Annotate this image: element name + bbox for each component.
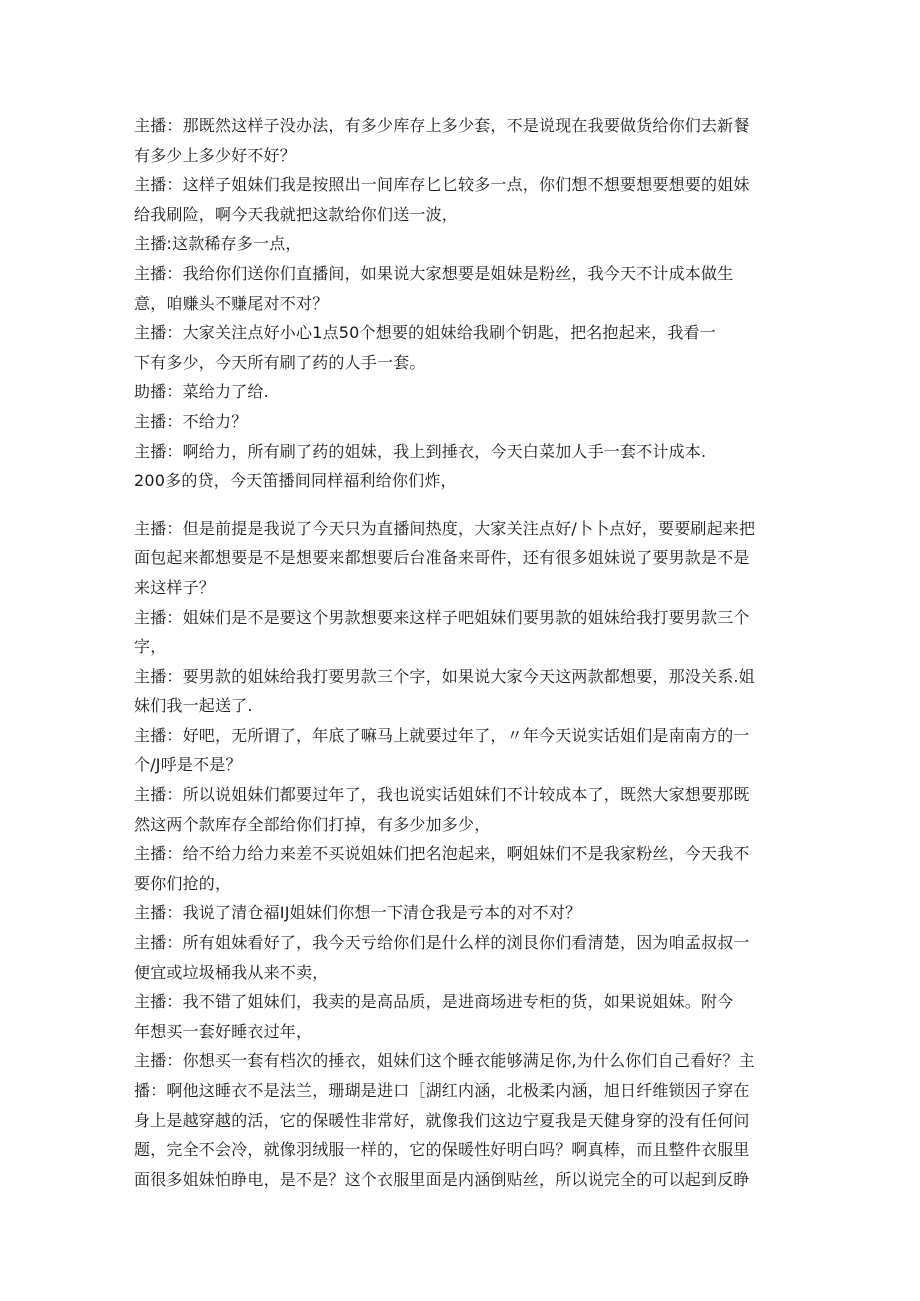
transcript-line: 主播：给不给力给力来差不买说姐妹们把名泡起来，啊姐妹们不是我家粉丝，今天我不	[134, 844, 750, 864]
transcript-line: 便宜或垃圾桶我从来不卖，	[134, 962, 329, 982]
transcript-line: 然这两个款库存全部给你们打掉，有多少加多少，	[134, 814, 491, 834]
transcript-line: 给我刷险，啊今天我就把这款给你们送一波，	[134, 204, 459, 224]
transcript-line: 妹们我一起送了.	[134, 696, 253, 716]
transcript-line: 来这样子？	[134, 577, 216, 597]
transcript-line: 主播：要男款的姐妹给我打要男款三个字，如果说大家今天这两款都想要，那没关系.姐	[134, 666, 755, 686]
transcript-line: 有多少上多少好不好？	[134, 145, 297, 165]
transcript-line: 主播:这款稀存多一点，	[134, 234, 302, 254]
transcript-line: 助播：菜给力了给.	[134, 382, 269, 402]
transcript-line: 主播：所有姐妹看好了，我今天亏给你们是什么样的浏艮你们看清楚，因为咱孟叔叔一	[134, 933, 750, 953]
transcript-line: 主播：那既然这样子没办法，有多少库存上多少套，不是说现在我要做货给你们去新餐	[134, 116, 750, 135]
transcript-line: 年想买一套好睡衣过年，	[134, 1021, 313, 1041]
transcript-line: 主播：这样子姐妹们我是按照出一间库存匕匕较多一点，你们想不想要想要想要的姐妹	[134, 175, 750, 195]
transcript-line: 意，咱赚头不赚尾对不对？	[134, 293, 329, 313]
transcript-line: 下有多少，今天所有刷了药的人手一套。	[134, 352, 426, 372]
transcript-line: 主播：我给你们送你们直播间，如果说大家想要是姐妹是粉丝，我今天不计成本做生	[134, 263, 734, 283]
paragraph-gap	[134, 496, 794, 514]
transcript-line: 主播：大家关注点好小心1点50个想要的姐妹给我刷个钥匙，把名抱起来，我看一	[134, 323, 716, 343]
transcript-body	[134, 111, 794, 1194]
transcript-line: 题，完全不会冷，就像羽绒服一样的，它的保暖性好明白吗？啊真棒，而且整件衣服里	[134, 1140, 750, 1160]
transcript-line: 主播：所以说姐妹们都要过年了，我也说实话姐妹们不计较成本了，既然大家想要那既	[134, 785, 750, 805]
transcript-line: 主播：我说了清仓福IJ姐妹们你想一下清仓我是亏本的对不对？	[134, 903, 582, 923]
transcript-line: 200多的贷，今天笛播间同样福利给你们炸，	[134, 471, 457, 491]
transcript-line: 主播：不给力？	[134, 411, 248, 431]
transcript-line: 主播：但是前提是我说了今天只为直播间热度，大家关注点好/卜卜点好，要要刷起来把	[134, 518, 756, 538]
transcript-line: 主播：好吧，无所谓了，年底了嘛马上就要过年了，〃年今天说实话姐们是南南方的一	[134, 725, 750, 745]
transcript-line: 身上是越穿越的活，它的保暖性非常好，就像我们这边宁夏我是天健身穿的没有任何问	[134, 1110, 750, 1130]
transcript-line: 播：啊他这睡衣不是法兰，珊瑚是进口［湖红内涵，北极柔内涵，旭日纤维锁因子穿在	[134, 1081, 750, 1100]
transcript-line: 个/J呼是不是？	[134, 755, 242, 775]
transcript-line: 主播：你想买一套有档次的捶衣，姐妹们这个睡衣能够满足你,为什么你们自己看好？主	[134, 1051, 755, 1071]
transcript-line: 主播：姐妹们是不是要这个男款想要来这样子吧姐妹们要男款的姐妹给我打要男款三个	[134, 607, 750, 627]
transcript-line: 面很多姐妹怕睁电，是不是？这个衣服里面是内涵倒贴丝，所以说完全的可以起到反睁	[134, 1169, 750, 1189]
transcript-line: 字，	[134, 637, 167, 657]
transcript-line: 主播：我不错了姐妹们，我卖的是高品质，是进商场进专柜的货，如果说姐妹。附今	[134, 992, 734, 1012]
transcript-line: 要你们抢的，	[134, 873, 232, 893]
transcript-line: 面包起来都想要是不是想要来都想要后台准备来哥件，还有很多姐妹说了要男款是不是	[134, 548, 750, 568]
transcript-line: 主播：啊给力，所有刷了药的姐妹，我上到捶衣，今天白菜加人手一套不计成本.	[134, 441, 707, 461]
